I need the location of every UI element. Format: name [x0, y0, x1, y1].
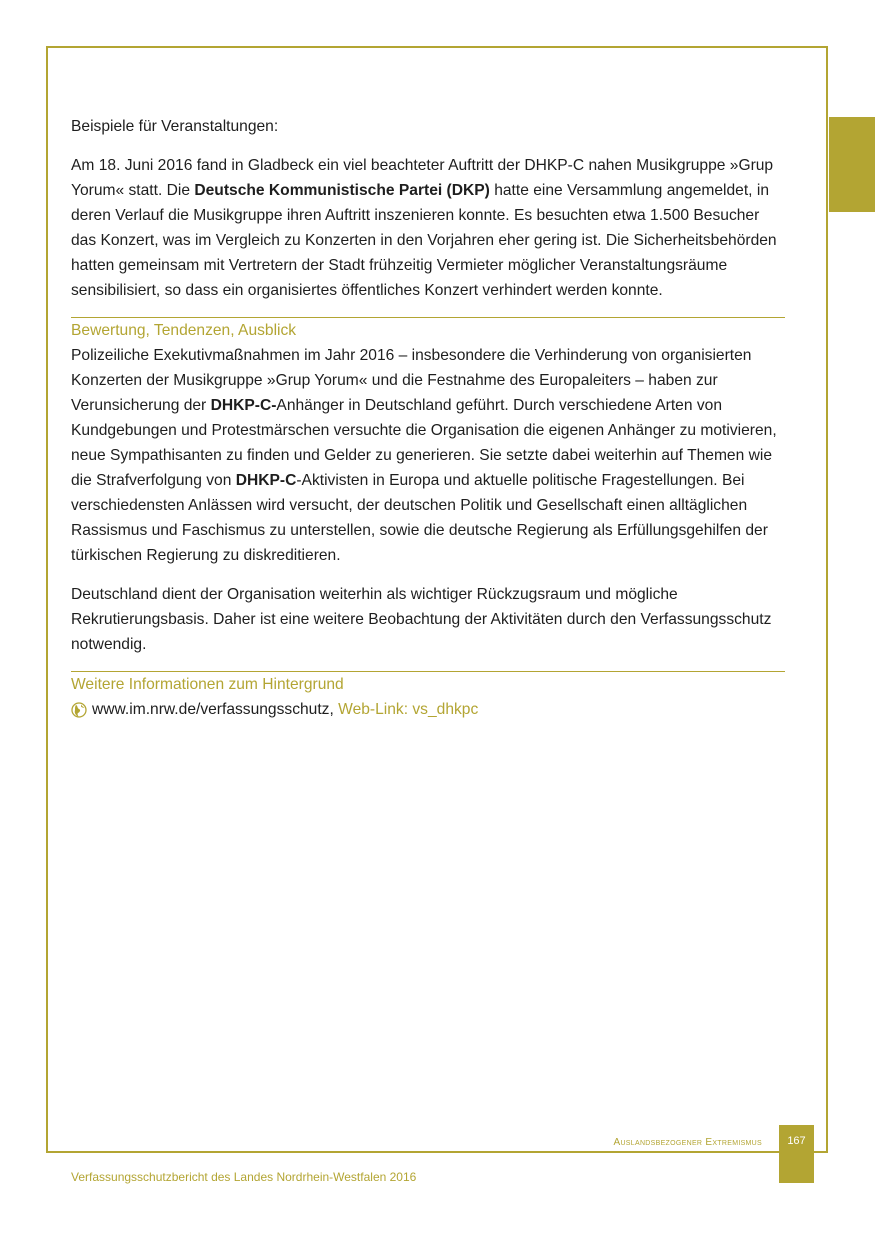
- section-title-further-info: Weitere Informationen zum Hintergrund: [71, 676, 344, 693]
- conclusion-paragraph: Deutschland dient der Organisation weiterhin als wichtiger Rückzugsraum und mögliche Rekrutierungsbasis. Daher ist eine weitere Beobachtung der Aktivitäten durch den Verfassungsschutz notwendig.: [71, 586, 772, 653]
- event-text-1: Am 18. Juni 2016 fand in Gladbeck ein viel beachteter Auftritt der DHKP-C nahen Musikgruppe »Grup Yorum« statt. Die: [71, 157, 774, 199]
- assessment-bold-2: DHKP-C: [235, 472, 297, 489]
- chapter-title: Auslandsbezogener Extremismus: [613, 1137, 762, 1148]
- assessment-paragraph: [71, 343, 785, 568]
- web-link[interactable]: Web-Link: vs_dhkpc: [338, 701, 479, 718]
- event-text-2: hatte eine Versammlung angemeldet, in deren Verlauf die Musikgruppe ihren Auftritt inszenieren konnte. Es besuchten etwa 1.500 Besucher das Konzert, was im Vergleich zu Konzerten in den Vorjahren eher gering ist. Die Sicherheitsbehörden hatten gemeinsam mit Vertretern der Stadt frühzeitig Vermieter möglicher Veranstaltungsräume sensibilisiert, so dass ein organisiertes öffentliches Konzert verhindert werden konnte.: [71, 182, 777, 299]
- main-content: [71, 114, 785, 722]
- page-number: 167: [787, 1135, 806, 1147]
- assessment-text-1: Polizeiliche Exekutivmaßnahmen im Jahr 2016 – insbesondere die Verhinderung von organisierten Konzerten der Musikgruppe »Grup Yorum« und die Festnahme des Europaleiters – haben zur Verunsicherung der: [71, 347, 752, 414]
- web-link-line: [71, 697, 785, 722]
- event-paragraph: [71, 153, 785, 303]
- chapter-side-tab: [829, 117, 875, 212]
- page-number-box: [779, 1125, 814, 1183]
- event-bold-dkp: Deutsche Kommunistische Partei (DKP): [194, 182, 490, 199]
- url-link[interactable]: www.im.nrw.de/verfassungsschutz,: [92, 701, 334, 718]
- assessment-bold-1: DHKP-C-: [210, 397, 277, 414]
- assessment-text-3: -Aktivisten in Europa und aktuelle politische Fragestellungen. Bei verschiedensten Anlässen wird versucht, der deutschen Politik und Gesellschaft einen alltäglichen Rassismus und Faschismus zu unterstellen, sowie die deutsche Regierung als Erfüllungsgehilfen der türkischen Regierung zu diskreditieren.: [71, 472, 768, 564]
- section-title-assessment: Bewertung, Tendenzen, Ausblick: [71, 322, 297, 339]
- intro-label: Beispiele für Veranstaltungen:: [71, 118, 279, 135]
- report-title: Verfassungsschutzbericht des Landes Nordrhein-Westfalen 2016: [71, 1170, 417, 1184]
- globe-icon: [71, 702, 87, 718]
- assessment-text-2: Anhänger in Deutschland geführt. Durch verschiedene Arten von Kundgebungen und Protestmärschen versuchte die Organisation die eigenen Anhänger zu motivieren, neue Sympathisanten zu finden und Gelder zu generieren. Sie setzte dabei weiterhin auf Themen wie die Strafverfolgung von: [71, 397, 777, 489]
